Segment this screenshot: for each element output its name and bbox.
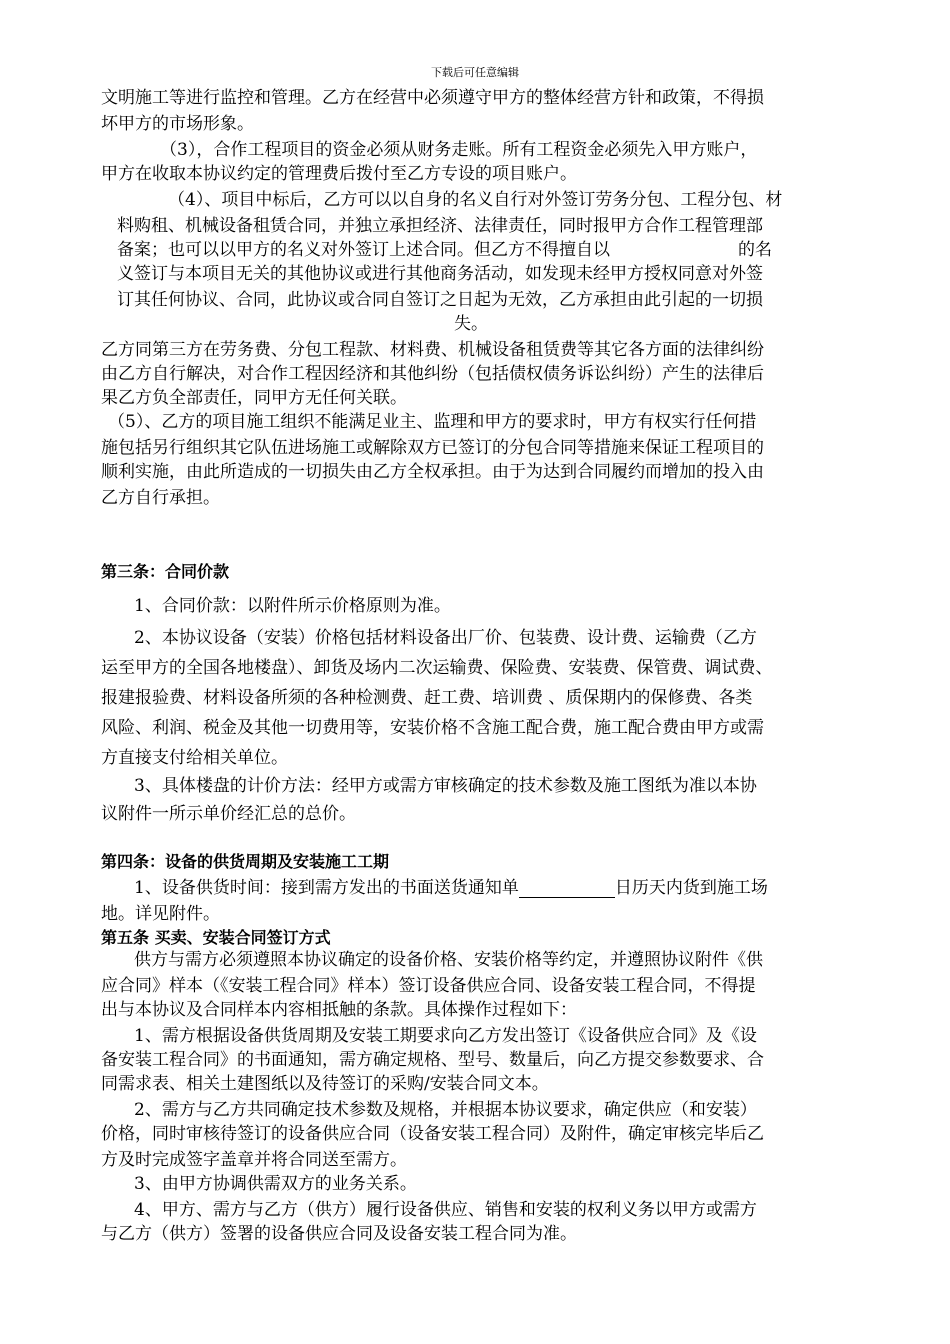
text-segment: 日历天内货到施工场 <box>614 878 768 898</box>
text-line: 顺利实施，由此所造成的一切损失由乙方全权承担。由于为达到合同履约而增加的投入由 <box>101 462 764 482</box>
text-line: 2、本协议设备（安装）价格包括材料设备出厂价、包装费、设计费、运输费（乙方 <box>134 628 757 648</box>
text-line: 1、需方根据设备供货周期及安装工期要求向乙方发出签订《设备供应合同》及《设 <box>134 1026 757 1046</box>
text-line <box>117 240 877 260</box>
text-segment: 1、设备供货时间：接到需方发出的书面送货通知单 <box>134 878 519 898</box>
text-line: 方直接支付给相关单位。 <box>101 748 288 768</box>
text-line: 与乙方（供方）签署的设备供应合同及设备安装工程合同为准。 <box>101 1224 577 1244</box>
text-line: 应合同》样本（《安装工程合同》样本）签订设备供应合同、设备安装工程合同，不得提 <box>101 976 756 996</box>
text-line: 方及时完成签字盖章并将合同送至需方。 <box>101 1150 407 1170</box>
text-line <box>134 878 894 898</box>
text-line: 4、甲方、需方与乙方（供方）履行设备供应、销售和安装的权利义务以甲方或需方 <box>134 1200 757 1220</box>
text-line: 议附件一所示单价经汇总的总价。 <box>101 804 356 824</box>
text-segment: 的名 <box>738 240 772 260</box>
text-line: （4）、项目中标后，乙方可以以自身的名义自行对外签订劳务分包、工程分包、材 <box>168 190 783 210</box>
text-line: 乙方自行承担。 <box>101 488 220 508</box>
text-line: 报建报验费、材料设备所须的各种检测费、赶工费、培训费 、质保期内的保修费、各类 <box>101 688 753 708</box>
page-header-note: 下载后可任意编辑 <box>431 66 519 79</box>
text-line: 甲方在收取本协议约定的管理费后拨付至乙方专设的项目账户。 <box>101 164 577 184</box>
text-line: 同需求表、相关土建图纸以及待签订的采购/安装合同文本。 <box>101 1074 549 1094</box>
text-line: 乙方同第三方在劳务费、分包工程款、材料费、机械设备租赁费等其它各方面的法律纠纷 <box>101 340 764 360</box>
text-line: 供方与需方必须遵照本协议确定的设备价格、安装价格等约定，并遵照协议附件《供 <box>134 950 763 970</box>
fill-in-blank <box>519 879 615 898</box>
text-line: 地。详见附件。 <box>101 904 220 924</box>
text-segment: 备案；也可以以甲方的名义对外签订上述合同。但乙方不得擅自以 <box>117 240 610 260</box>
text-line: 运至甲方的全国各地楼盘）、卸货及场内二次运输费、保险费、安装费、保管费、调试费、 <box>101 658 773 678</box>
text-line: 3、具体楼盘的计价方法：经甲方或需方审核确定的技术参数及施工图纸为准以本协 <box>134 776 757 796</box>
text-line: 备安装工程合同》的书面通知，需方确定规格、型号、数量后，向乙方提交参数要求、合 <box>101 1050 764 1070</box>
text-line: 2、需方与乙方共同确定技术参数及规格，并根据本协议要求，确定供应（和安装） <box>134 1100 757 1120</box>
text-line: 施包括另行组织其它队伍进场施工或解除双方已签订的分包合同等措施来保证工程项目的 <box>101 438 764 458</box>
text-line: 1、合同价款：以附件所示价格原则为准。 <box>134 596 451 616</box>
section-heading-3: 第三条：合同价款 <box>101 562 230 581</box>
text-line: （3），合作工程项目的资金必须从财务走账。所有工程资金必须先入甲方账户， <box>160 140 758 160</box>
text-line: 订其任何协议、合同，此协议或合同自签订之日起为无效，乙方承担由此引起的一切损 <box>117 290 763 310</box>
text-line: 风险、利润、税金及其他一切费用等，安装价格不含施工配合费，施工配合费由甲方或需 <box>101 718 764 738</box>
text-line: 文明施工等进行监控和管理。乙方在经营中必须遵守甲方的整体经营方针和政策，不得损 <box>101 88 764 108</box>
text-line: （5）、乙方的项目施工组织不能满足业主、监理和甲方的要求时，甲方有权实行任何措 <box>108 412 757 432</box>
text-line: 失。 <box>454 314 488 334</box>
text-line: 坏甲方的市场形象。 <box>101 114 254 134</box>
text-line: 料购租、机械设备租赁合同，并独立承担经济、法律责任，同时报甲方合作工程管理部 <box>117 216 763 236</box>
text-line: 义签订与本项目无关的其他协议或进行其他商务活动，如发现未经甲方授权同意对外签 <box>117 264 763 284</box>
text-line: 价格，同时审核待签订的设备供应合同（设备安装工程合同）及附件，确定审核完毕后乙 <box>101 1124 764 1144</box>
section-heading-4: 第四条：设备的供货周期及安装施工工期 <box>101 852 390 871</box>
text-line: 3、由甲方协调供需双方的业务关系。 <box>134 1174 417 1194</box>
section-heading-5: 第五条 买卖、安装合同签订方式 <box>101 928 331 947</box>
text-line: 果乙方负全部责任，同甲方无任何关联。 <box>101 388 407 408</box>
text-line: 出与本协议及合同样本内容相抵触的条款。具体操作过程如下： <box>101 1000 577 1020</box>
text-line: 由乙方自行解决，对合作工程因经济和其他纠纷（包括债权债务诉讼纠纷）产生的法律后 <box>101 364 764 384</box>
